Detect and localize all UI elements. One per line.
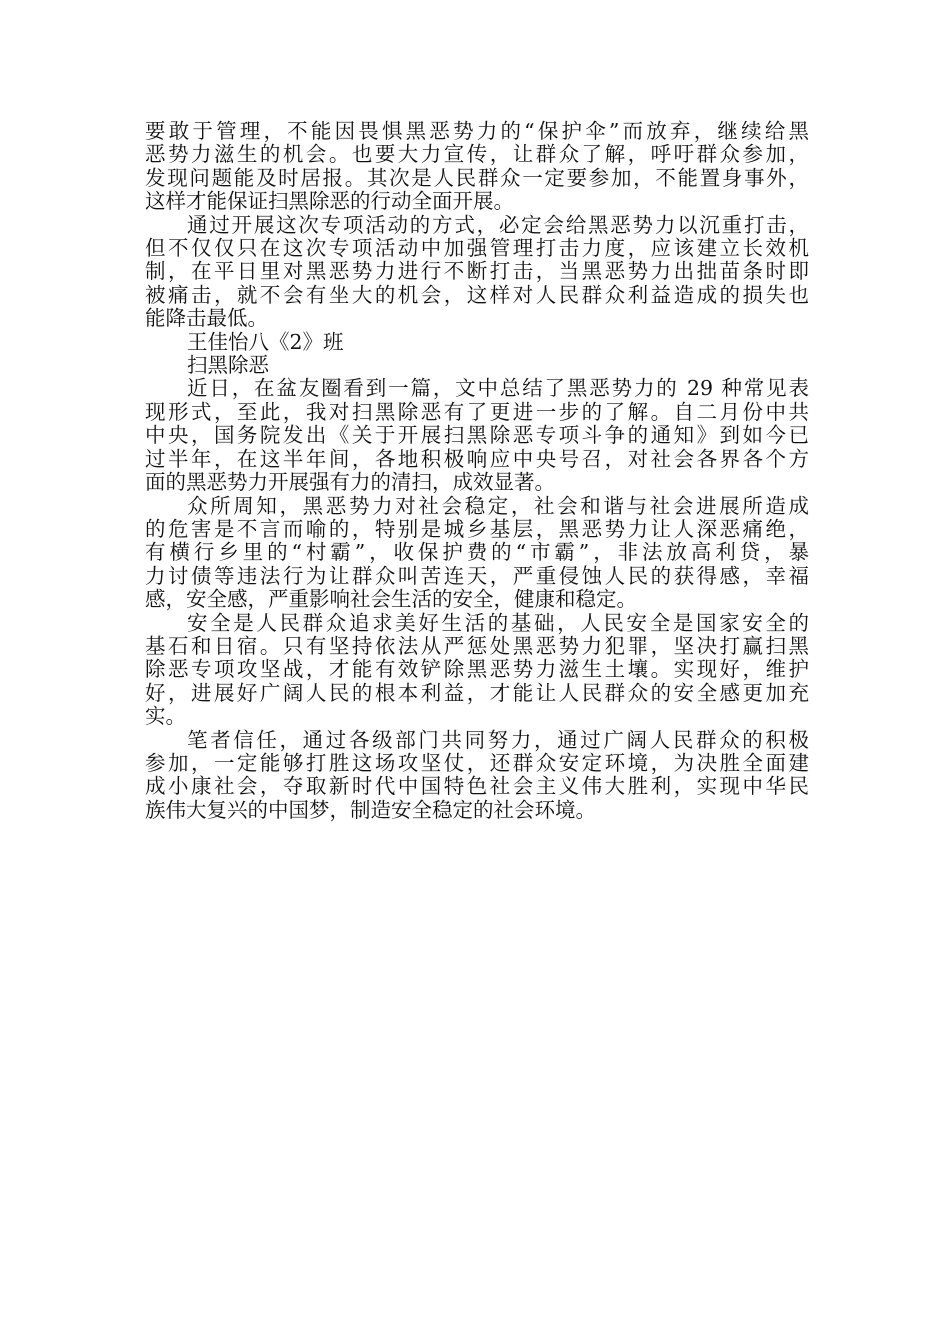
author-line [145, 331, 809, 354]
text-line: 通过开展这次专项活动的方式，必定会给黑恶势力以沉重打击， [187, 212, 809, 237]
text-line: 但不仅仅只在这次专项活动中加强管理打击力度，应该建立长效机 [145, 236, 809, 261]
text-line: 成小康社会，夺取新时代中国特色社会主义伟大胜利，实现中华民 [145, 774, 809, 799]
paragraph-4 [145, 495, 809, 612]
text-line: 被痛击，就不会有坐大的机会，这样对人民群众利益造成的损失也 [145, 282, 809, 307]
text-line: 笔者信任，通过各级部门共同努力，通过广阔人民群众的积极 [187, 727, 809, 752]
text-line: 恶势力滋生的机会。也要大力宣传，让群众了解，呼吁群众参加， [145, 142, 809, 167]
text-line: 中央，国务院发出《关于开展扫黑除恶专项斗争的通知》到如今已 [145, 423, 809, 448]
text-line: 有横行乡里的“村霸”，收保护费的“市霸”，非法放高利贷，暴 [145, 540, 809, 565]
paragraph-3 [145, 377, 809, 494]
text-line: 参加，一定能够打胜这场攻坚仗，还群众安定环境，为决胜全面建 [145, 750, 809, 775]
text-line: 过半年，在这半年间，各地积极响应中央号召，对社会各界各个方 [145, 446, 809, 471]
text-line: 除恶专项攻坚战，才能有效铲除黑恶势力滋生土壤。实现好，维护 [145, 657, 809, 682]
text-line: 基石和日宿。只有坚持依法从严惩处黑恶势力犯罪，坚决打赢扫黑 [145, 633, 809, 658]
paragraph-5 [145, 612, 809, 729]
text-line: 实。 [145, 704, 186, 729]
text-line: 能降击最低。 [145, 306, 268, 331]
text-line: 面的黑恶势力开展强有力的清扫，成效显著。 [145, 470, 555, 495]
text-line: 近日，在盆友圈看到一篇，文中总结了黑恶势力的 29 种常见表 [187, 376, 809, 401]
paragraph-6 [145, 729, 809, 823]
text-line: 要敢于管理，不能因畏惧黑恶势力的“保护伞”而放弃，继续给黑 [145, 119, 809, 143]
author-name: 王佳怡八《2》班 [187, 329, 344, 354]
paragraph-1 [145, 120, 809, 214]
text-line: 这样才能保证扫黑除恶的行动全面开展。 [145, 189, 514, 214]
text-line: 安全是人民群众追求美好生活的基础，人民安全是国家安全的 [187, 610, 809, 635]
text-line: 众所周知，黑恶势力对社会稳定，社会和谐与社会进展所造成 [187, 493, 809, 518]
essay-title [145, 354, 809, 377]
text-line: 的危害是不言而喻的，特别是城乡基层，黑恶势力让人深恶痛绝， [145, 516, 809, 541]
text-line: 族伟大复兴的中国梦，制造安全稳定的社会环境。 [145, 797, 596, 822]
text-line: 力讨债等违法行为让群众叫苦连天，严重侵蚀人民的获得感，幸福 [145, 563, 809, 588]
text-line: 好，进展好广阔人民的根本利益，才能让人民群众的安全感更加充 [145, 680, 809, 705]
document-page [145, 120, 809, 822]
text-line: 现形式，至此，我对扫黑除恶有了更进一步的了解。自二月份中共 [145, 399, 809, 424]
text-line: 制，在平日里对黑恶势力进行不断打击，当黑恶势力出拙苗条时即 [145, 259, 809, 284]
text-line: 发现问题能及时居报。其次是人民群众一定要参加，不能置身事外， [145, 165, 809, 190]
paragraph-2 [145, 214, 809, 331]
title-text: 扫黑除恶 [187, 353, 269, 378]
text-line: 感，安全感，严重影响社会生活的安全，健康和稳定。 [145, 587, 637, 612]
